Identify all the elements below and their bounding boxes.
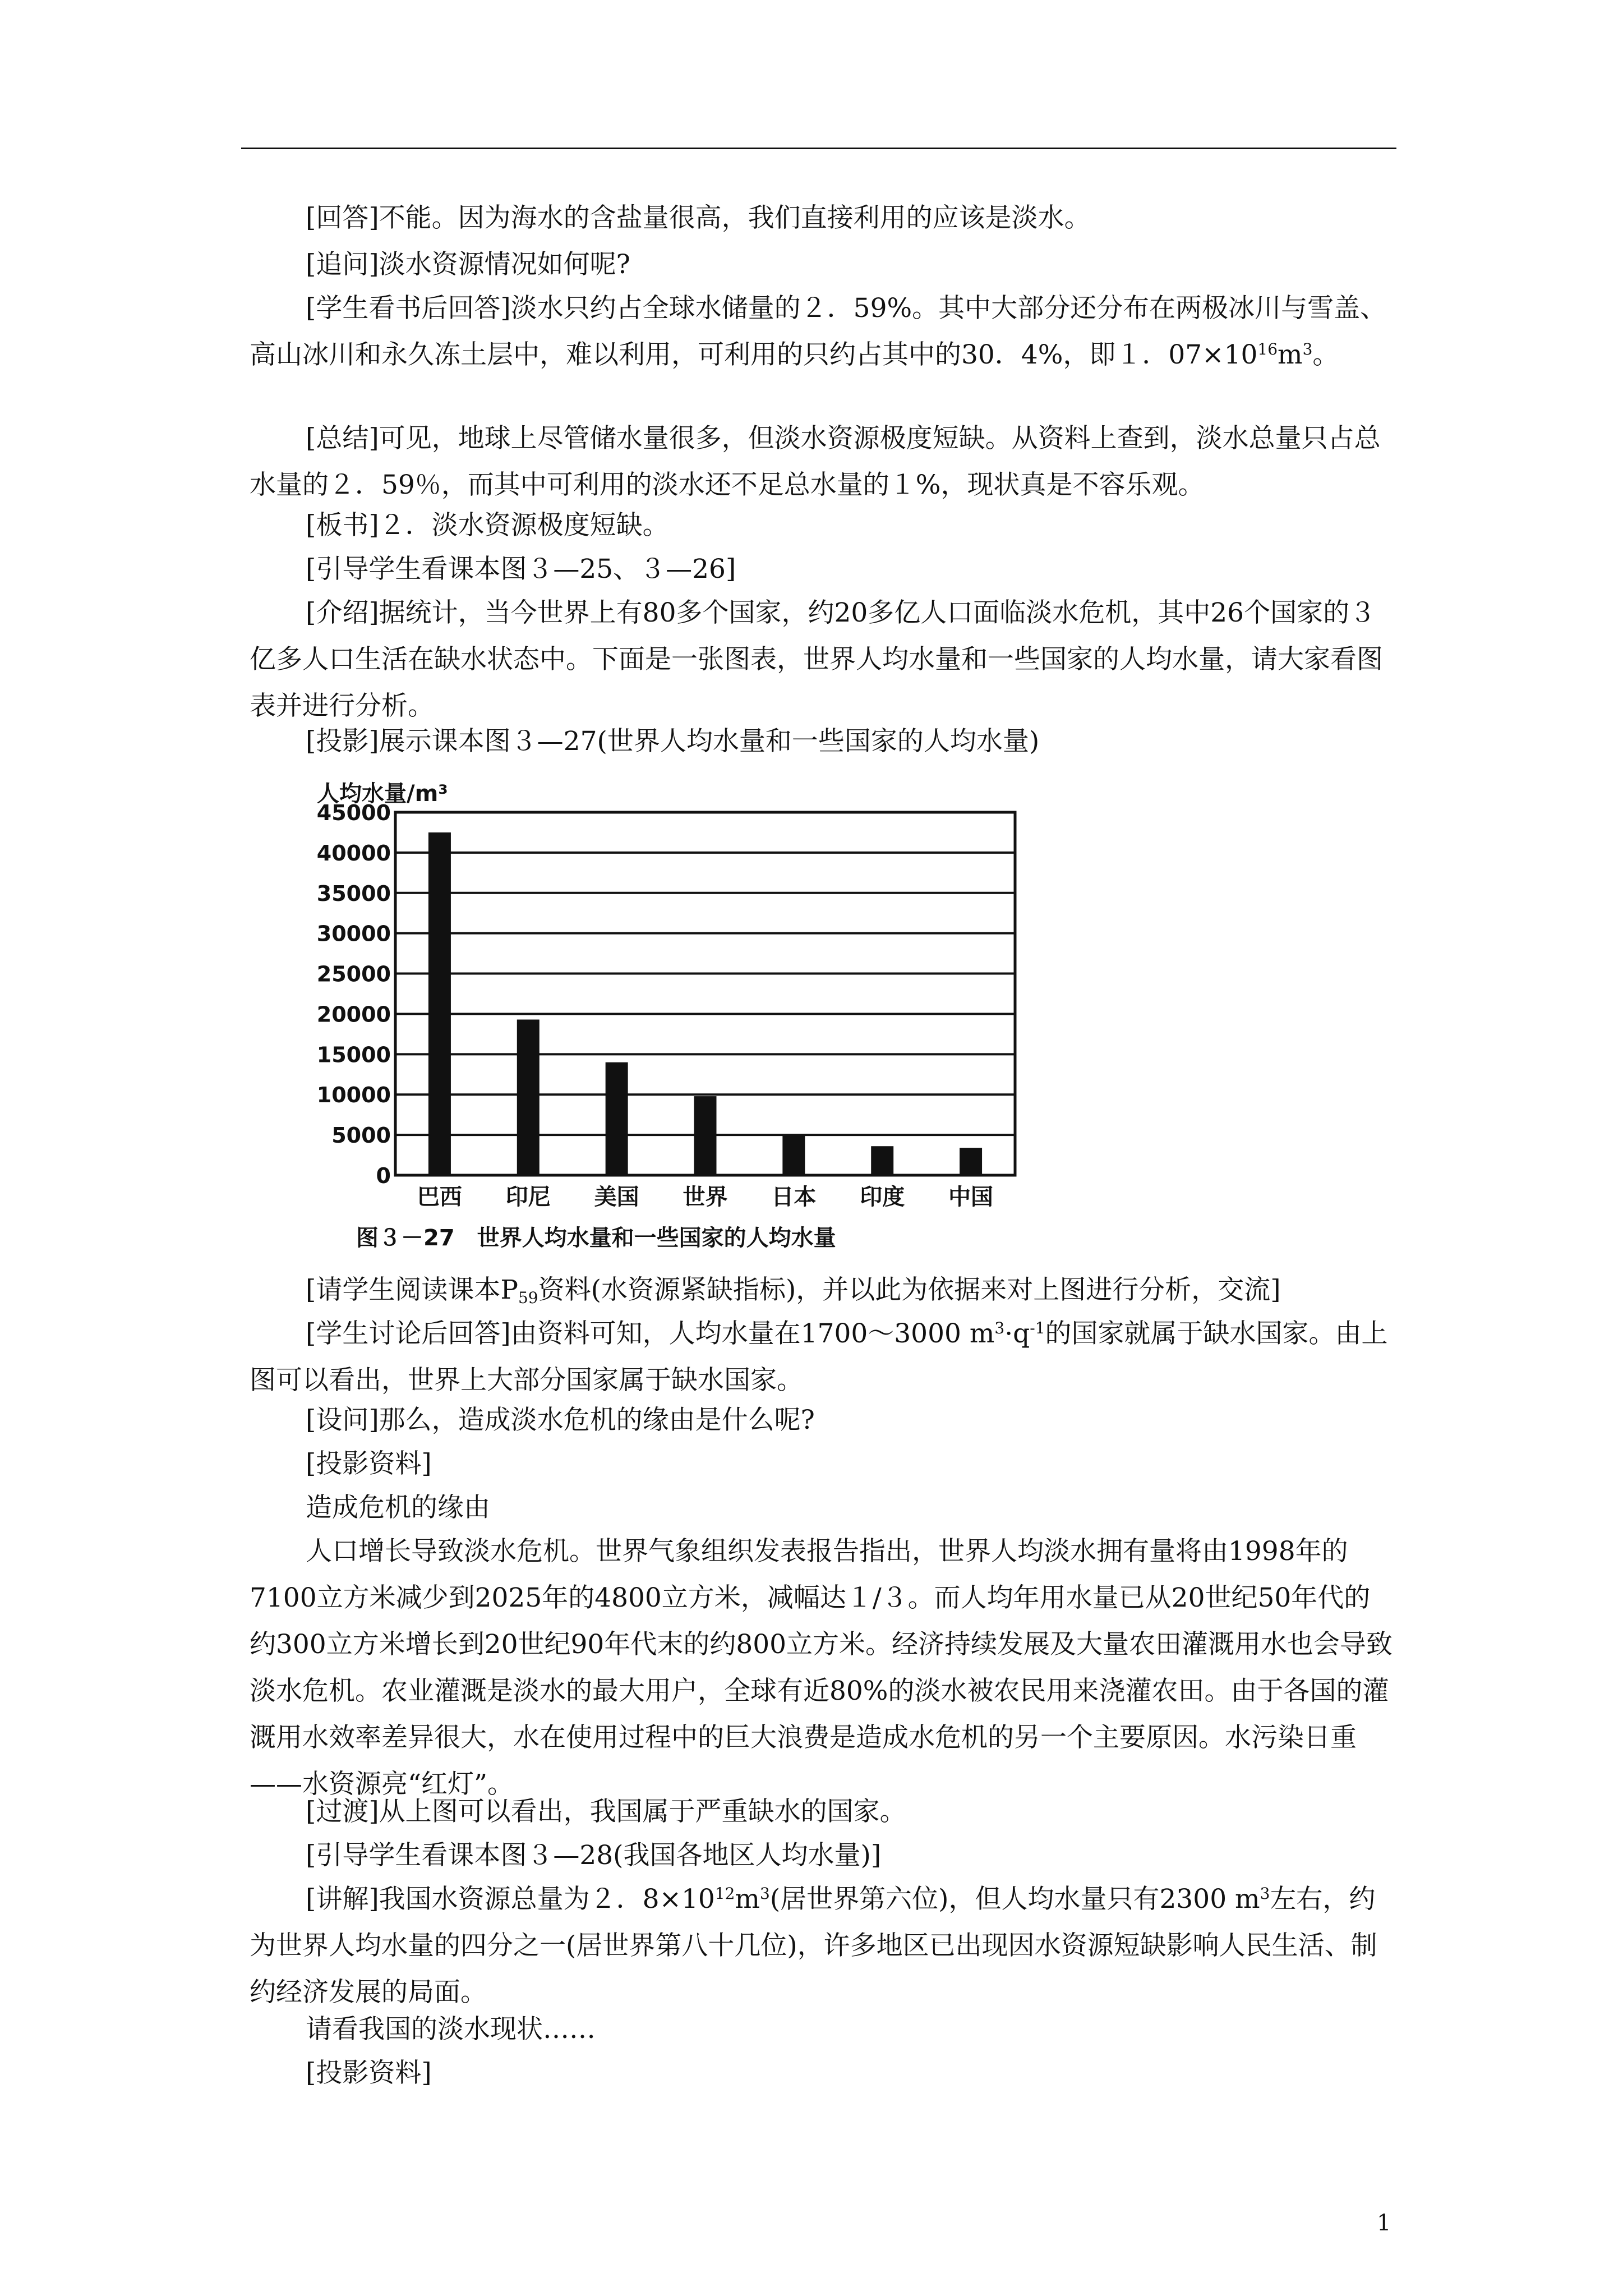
chart-bar-7 bbox=[960, 1148, 982, 1175]
chart-x-tick-label: 中国 bbox=[948, 1184, 994, 1210]
paragraph-ask: [设问]那么，造成淡水危机的缘由是什么呢? bbox=[306, 1405, 815, 1435]
header-rule bbox=[241, 148, 1396, 149]
chart-x-tick-label: 印度 bbox=[860, 1184, 905, 1210]
chart-y-tick-label: 0 bbox=[376, 1163, 391, 1188]
chart-y-tick-label: 5000 bbox=[331, 1123, 391, 1148]
chart-caption: 图３－27 世界人均水量和一些国家的人均水量 bbox=[356, 1225, 836, 1251]
chart-y-tick-label: 30000 bbox=[316, 921, 391, 946]
chart-x-tick-label: 日本 bbox=[771, 1184, 817, 1210]
chart-bar-5 bbox=[782, 1134, 805, 1175]
chart-y-tick-label: 35000 bbox=[316, 881, 391, 906]
chart-y-tick-label: 20000 bbox=[316, 1002, 391, 1027]
chart-y-tick-label: 40000 bbox=[316, 840, 391, 866]
chart-bar-2 bbox=[517, 1020, 540, 1175]
paragraph-question: [追问]淡水资源情况如何呢? bbox=[306, 249, 630, 280]
paragraph-projection: [投影]展示课本图３—27(世界人均水量和一些国家的人均水量) bbox=[306, 726, 1040, 757]
paragraph-heading-causes: 造成危机的缘由 bbox=[306, 1492, 490, 1523]
chart-x-ticks bbox=[417, 1184, 993, 1210]
chart-x-tick-label: 世界 bbox=[683, 1184, 728, 1210]
bar-chart-svg bbox=[306, 757, 1035, 1262]
paragraph-summary: [总结]可见，地球上尽管储水量很多，但淡水资源极度短缺。从资料上查到，淡水总量只占总水量的２．59％，而其中可利用的淡水还不足总水量的１%，现状真是不容乐观。 bbox=[250, 423, 1381, 500]
page-number: 1 bbox=[1377, 2210, 1391, 2236]
paragraph-projection-material: [投影资料] bbox=[306, 1448, 432, 1479]
chart-bars bbox=[428, 832, 982, 1175]
paragraph-discussion: [学生讨论后回答]由资料可知，人均水量在1700～3000 $m^3\cdot q^{-1}$的国家就属于缺水国家。由上图可以看出，世界上大部分国家属于缺水国家。 bbox=[250, 1318, 1388, 1396]
paragraph-read-material: [请学生阅读课本$P_{59}$资料(水资源紧缺指标)，并以此为依据来对上图进行分析，交流] bbox=[306, 1274, 1281, 1307]
paragraph-look: 请看我国的淡水现状…… bbox=[306, 2014, 596, 2045]
paragraph-guide-map: [引导学生看课本图３—28(我国各地区人均水量)] bbox=[306, 1840, 882, 1871]
bar-chart bbox=[306, 757, 1035, 1262]
paragraph-explain: [讲解]我国水资源总量为２．$8\times 10^{12}m^3$(居世界第六位)，但人均水量只有2300 $m^3$左右，约为世界人均水量的四分之一(居世界第八十几位)，许多地区已出现因水资源短缺影响人民生活、制约经济发展的局面。 bbox=[250, 1884, 1377, 2008]
chart-y-ticks bbox=[317, 800, 391, 1188]
paragraph-student-answer: [学生看书后回答]淡水只约占全球水储量的２．59%。其中大部分还分布在两极冰川与雪盖、高山冰川和永久冻土层中，难以利用，可利用的只约占其中的30．4%，即１．$07\times 10^{16}m^3$。 bbox=[250, 293, 1387, 370]
chart-bar-4 bbox=[694, 1096, 717, 1175]
paragraph-guide: [引导学生看课本图３—25、３—26] bbox=[306, 554, 736, 585]
chart-ylabel: 人均水量/m³ bbox=[317, 781, 448, 807]
chart-x-tick-label: 巴西 bbox=[417, 1184, 462, 1210]
chart-x-tick-label: 美国 bbox=[594, 1184, 639, 1210]
paragraph-answer: [回答]不能。因为海水的含盐量很高，我们直接利用的应该是淡水。 bbox=[306, 203, 1091, 233]
chart-y-tick-label: 10000 bbox=[316, 1083, 391, 1108]
paragraph-causes: 人口增长导致淡水危机。世界气象组织发表报告指出，世界人均淡水拥有量将由1998年的7100立方米减少到2025年的4800立方米，减幅达１/３。而人均年用水量已从20世纪50年代的约300立方米增长到20世纪90年代末的约800立方米。经济持续发展及大量农田灌溉用水也会导致淡水危机。农业灌溉是淡水的最大用户，全球有近80%的淡水被农民用来浇灌农田。由于各国的灌溉用水效率差异很大，水在使用过程中的巨大浪费是造成水危机的另一个主要原因。水污染日重——水资源亮“红灯”。 bbox=[250, 1536, 1393, 1800]
chart-bar-3 bbox=[606, 1062, 628, 1175]
paragraph-board: [板书]２．淡水资源极度短缺。 bbox=[306, 510, 669, 541]
chart-gridlines bbox=[395, 853, 1015, 1135]
chart-bar-6 bbox=[871, 1146, 893, 1175]
chart-y-tick-label: 45000 bbox=[316, 800, 391, 825]
chart-y-tick-label: 15000 bbox=[316, 1042, 391, 1068]
chart-x-tick-label: 印尼 bbox=[505, 1184, 551, 1210]
paragraph-projection-material-2: [投影资料] bbox=[306, 2058, 432, 2088]
chart-bar-1 bbox=[428, 832, 451, 1175]
paragraph-transition: [过渡]从上图可以看出，我国属于严重缺水的国家。 bbox=[306, 1796, 906, 1827]
chart-y-tick-label: 25000 bbox=[316, 961, 391, 987]
paragraph-intro: [介绍]据统计，当今世界上有80多个国家，约20多亿人口面临淡水危机，其中26个国家的３亿多人口生活在缺水状态中。下面是一张图表，世界人均水量和一些国家的人均水量，请大家看图表并进行分析。 bbox=[250, 597, 1383, 721]
